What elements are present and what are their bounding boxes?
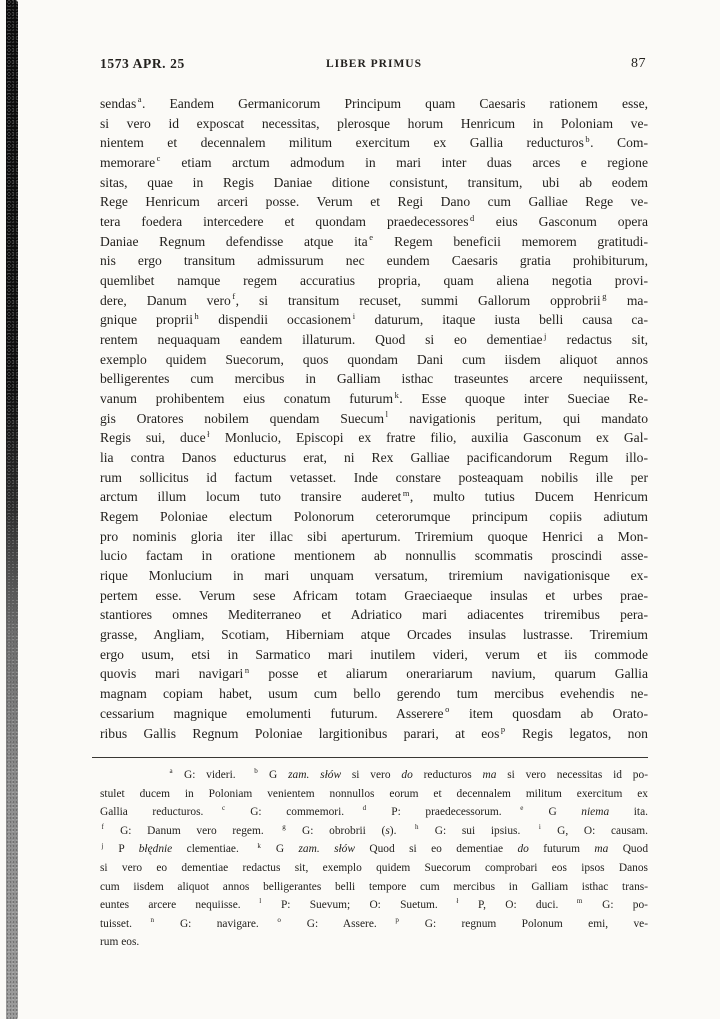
footnote-marker: p [395,915,399,924]
text-line: Regis sui, duce $^ł$ Monlucio, Episcopi ex fratre filio, auxilia Gasconum ex Gal- [100,428,649,446]
text-line: vanum prohibentem eius conatum futurum $^k$. Esse quoque inter Sueciae Re- [100,389,648,407]
footnote-marker: i [352,310,356,321]
text-line: sendas $^a$. Eandem Germanicorum Principum quam Caesaris rationem esse, [100,94,648,111]
footnotes-block [100,766,648,952]
text-line: ergo usum, etsi in Sarmatico mari inutilem videri, verum et iis commode [100,646,648,662]
italic-text: ma [482,769,497,781]
text-line: si vero eo dementiae redactus sit, exemplo quidem Suecorum comprobari eos ipsos Danos [100,861,648,874]
page-number: 87 [631,56,646,71]
text-line: $^f$ G: Danum vero regem. $^g$ G: obrobrii (s). $^h$ G: sui ipsius. $^i$ G, O: causam. [101,822,648,837]
text-line: tera foedera intercedere et quondam praedecessores $^d$ eius Gasconum opera [100,212,648,230]
text-line: rum sollicitus id factum vetasset. Inde constare posteaquam nobilis ille per [100,469,648,485]
text-line: quemlibet namque regem accuratius propria, quam aliena negotia provi- [100,273,648,289]
footnote-marker: n [150,915,155,924]
footnote-marker: e [369,232,373,243]
footnote-marker: g [602,291,607,302]
text-line: Daniae Regnum defendisse atque ita $^e$ Regem beneficii memorem gratitudi- [100,232,648,249]
header-running-title: LIBER PRIMUS [325,57,423,70]
footnote-marker: j [101,841,104,850]
footnote-marker: f [232,291,236,302]
text-line: exemplo quidem Suecorum, quos quondam Dani cum iisdem aliquot annos [100,351,648,367]
scan-edge-shadow [6,0,18,1019]
footnote-marker: m [576,897,583,906]
footnote-marker: b [254,767,258,776]
text-line: Regem Poloniae electum Polonorum ceterorumque principum copiis adiutum [100,509,648,525]
footnote-marker: h [194,310,199,321]
italic-text: do [517,843,529,856]
text-line: pertem esse. Verum sese Africam totam Graeciaeque insulas et urbes prae- [100,587,648,603]
footnote-marker: o [445,704,450,715]
header-date: 1573 APR. 25 [100,56,185,71]
text-line: ribus Gallis Regnum Poloniae largitionibus parari, at eos $^p$ Regis legatos, non [100,723,648,741]
text-line: memorare $^c$ etiam arctum admodum in mari inter duas arces e regione [100,153,648,171]
text-line: belligerentes cum mercibus in Galliam isthac traseuntes arcere nequiissent, [100,371,648,387]
text-line: cessarium magnique emolumenti futurum. Asserere $^o$ item quosdam ab Orato- [100,704,648,721]
footnote-marker: g [282,822,286,831]
italic-text: do [401,769,413,781]
page-header [100,56,648,74]
text-line: nientem et decennalem militum exercitum ex Gallia reducturos $^b$. Com- [100,133,648,151]
main-text-block [100,94,648,743]
text-line: magnam copiam habet, usum cum bello gerendo tum mercibus evehendis ne- [100,686,648,702]
footnote-marker: k [257,841,261,850]
italic-text: błędnie [138,843,173,856]
text-line: grasse, Angliam, Scotiam, Hiberniam atque Orcades insulas lustrasse. Triremium [100,627,648,643]
footnote-marker: d [470,212,475,223]
text-line: dere, Danum vero $^f$, si transitum recuset, summi Gallorum opprobrii $^g$ ma- [100,291,648,308]
footnote-marker: l [385,409,388,420]
text-line: Gallia reducturos. $^c$ G: commemori. $^d$ P: praedecessorum. $^e$ G niema ita. [100,804,648,819]
footnote-marker: a [169,767,173,776]
text-line: lia contra Danos educturus erat, ni Rex Galliae pacificandorum Regum illo- [100,450,648,466]
italic-text: zam. słów [288,769,342,781]
footnote-marker: m [402,487,410,498]
italic-text: niema [581,806,610,819]
text-line: gnique proprii $^h$ dispendii occasionem $^i$ daturum, itaque iusta belli causa ca- [100,310,648,328]
footnote-marker: l [259,897,262,906]
footnote-marker: o [277,915,281,924]
text-line: gis Oratores nobilem quendam Suecum $^l$ navigationis peritum, qui mandato [100,409,648,426]
footnote-marker: j [544,330,547,341]
footnote-marker: k [394,389,399,400]
footnote-marker: h [415,822,419,831]
footnote-marker: e [520,804,524,813]
footnote-marker: ł [456,897,459,906]
text-line: lucio factam in oratione mentionem ab nonnullis scommatis proscindi asse- [100,548,648,564]
text-line: sitas, quae in Regis Daniae ditione consistunt, transitum, ubi ab eodem [100,174,648,190]
text-line: pro nominis gloria iter illac sibi aperturum. Triremium quoque Henrici a Mon- [100,528,648,544]
footnote-marker: b [585,133,590,144]
text-line: Rege Henricum arceri posse. Verum et Regi Dano cum Galliae Rege ve- [100,194,648,210]
text-line: si vero id exposcat necessitas, plerosque horum Henricum in Poloniam ve- [100,115,648,131]
text-line: nis ergo transitum admissurum nec eundem Caesaris gratia prohibiturum, [100,253,648,269]
italic-text: zam. słów [298,843,355,856]
text-line: cum iisdem aliquot annos belligerantes belli tempore cum mercibus in Galliam isthac trans- [100,880,648,893]
text-line: rique Monlucium in mari unquam versatum, triremium navigationisque ex- [100,568,648,584]
footnote-marker: n [244,664,250,675]
text-line: stulet ducem in Poloniam venientem nonnullos eorum et decennalem militum exercitum ex [100,787,648,800]
footnote-marker: c [221,804,226,813]
footnote-marker: i [538,822,541,831]
footnote-marker: f [101,822,104,831]
text-line: $^j$ P błędnie clementiae. $^k$ G zam. słów Quod si eo dementiae do futurum ma Quod [101,841,649,856]
text-line: stantiores omnes Mediterraneo et Adriatico mari adiacentes triremibus pera- [100,607,648,623]
text-line: arctum illum locum tuto transire auderet $^m$, multo tutius Ducem Henricum [100,487,648,505]
text-line: tuisset. $^n$ G: navigare. $^o$ G: Assere. $^p$ G: regnum Polonum emi, ve- [100,915,649,930]
text-line: rentem nequaquam eandem illaturum. Quod si eo dementiae $^j$ redactus sit, [100,330,649,348]
footnote-marker: d [362,804,367,813]
footnote-marker: c [156,153,161,164]
footnote-marker: a [137,94,142,105]
italic-text: s [385,824,390,837]
text-line: $^a$ G: videri. $^b$ G zam. słów si vero do reducturos ma si vero necessitas id po- [169,767,648,781]
text-line: rum eos. [100,936,140,949]
text-line: euntes arcere nequiisse. $^l$ P: Suevum; O: Suetum. $^ł$ P, O: duci. $^m$ G: po- [100,897,648,912]
italic-text: ma [594,843,609,856]
footnote-marker: p [500,723,506,734]
footnote-separator-rule [92,757,648,758]
text-line: quovis mari navigari $^n$ posse et aliarum onerariarum navium, quarum Gallia [100,664,648,682]
footnote-marker: ł [207,428,210,439]
